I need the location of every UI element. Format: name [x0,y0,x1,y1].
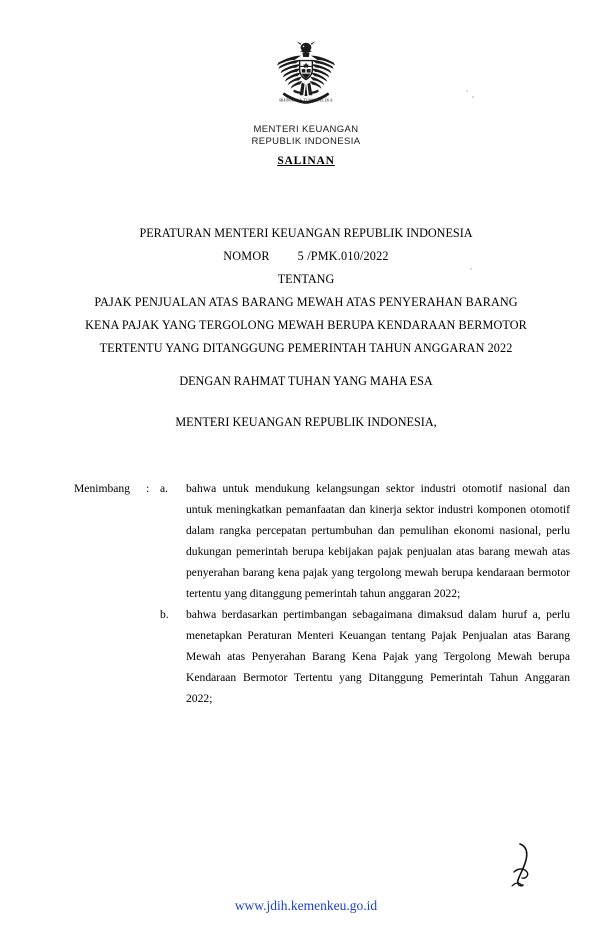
nomor-label: NOMOR [223,249,270,263]
ministry-line-2: REPUBLIK INDONESIA [251,136,361,147]
jdih-footer-link[interactable]: www.jdih.kemenkeu.go.id [234,898,378,913]
considering-colon: : [146,482,150,495]
emblem-container [0,38,612,115]
considering-item-a [74,478,570,604]
garuda-pancasila-emblem [267,38,345,110]
scan-artifact [466,90,468,92]
authority-line: MENTERI KEUANGAN REPUBLIK INDONESIA, [175,415,437,429]
subject-line-3: TERTENTU YANG DITANGGUNG PEMERINTAH TAHUN ANGGARAN 2022 [99,341,513,355]
tentang-label: TENTANG [277,272,335,286]
title-line-1: PERATURAN MENTERI KEUANGAN REPUBLIK INDONESIA [139,226,473,240]
ministry-line-1: MENTERI KEUANGAN [253,124,359,135]
copy-mark: SALINAN [277,155,335,167]
considering-text-b: bahwa berdasarkan pertimbangan sebagaimana dimaksud dalam huruf a, perlu menetapkan Peraturan Menteri Keuangan tentang Pajak Penjualan atas Barang Mewah atas Penyerahan Barang Kena Pajak yang Tergolong Mewah berupa Kendaraan Bermotor Tertentu yang Ditanggung Pemerintah Tahun Anggaran 2022; [186,608,570,705]
considering-text-a: bahwa untuk mendukung kelangsungan sektor industri otomotif nasional dan untuk meningkatkan pemanfaatan dan kinerja sektor industri komponen otomotif dalam rangka percepatan pertumbuhan dan pemulihan ekonomi nasional, perlu dukungan pemerintah berupa kebijakan pajak penjualan atas barang mewah atas penyerahan barang kena pajak yang tergolong mewah berupa kendaraan bermotor tertentu yang ditanggung pemerintah tahun anggaran 2022; [186,482,570,600]
subject-line-1: PAJAK PENJUALAN ATAS BARANG MEWAH ATAS PENYERAHAN BARANG [94,295,518,309]
nomor-value: 5 /PMK.010/2022 [297,249,389,263]
considering-letter-b: b. [160,608,169,621]
considering-section [74,478,570,709]
blessing-line: DENGAN RAHMAT TUHAN YANG MAHA ESA [179,374,433,388]
subject-line-2: KENA PAJAK YANG TERGOLONG MEWAH BERUPA KENDARAAN BERMOTOR [85,318,527,332]
handwritten-initial-signature [500,842,548,894]
document-header [0,124,612,167]
considering-item-b [74,604,570,709]
scan-artifact [472,96,474,98]
considering-label: Menimbang [74,482,131,495]
regulation-title-block [56,222,556,360]
svg-text:BHINNEKA TUNGGAL IKA: BHINNEKA TUNGGAL IKA [279,97,333,103]
considering-letter-a: a. [160,482,169,495]
regulation-number-line [56,245,556,268]
